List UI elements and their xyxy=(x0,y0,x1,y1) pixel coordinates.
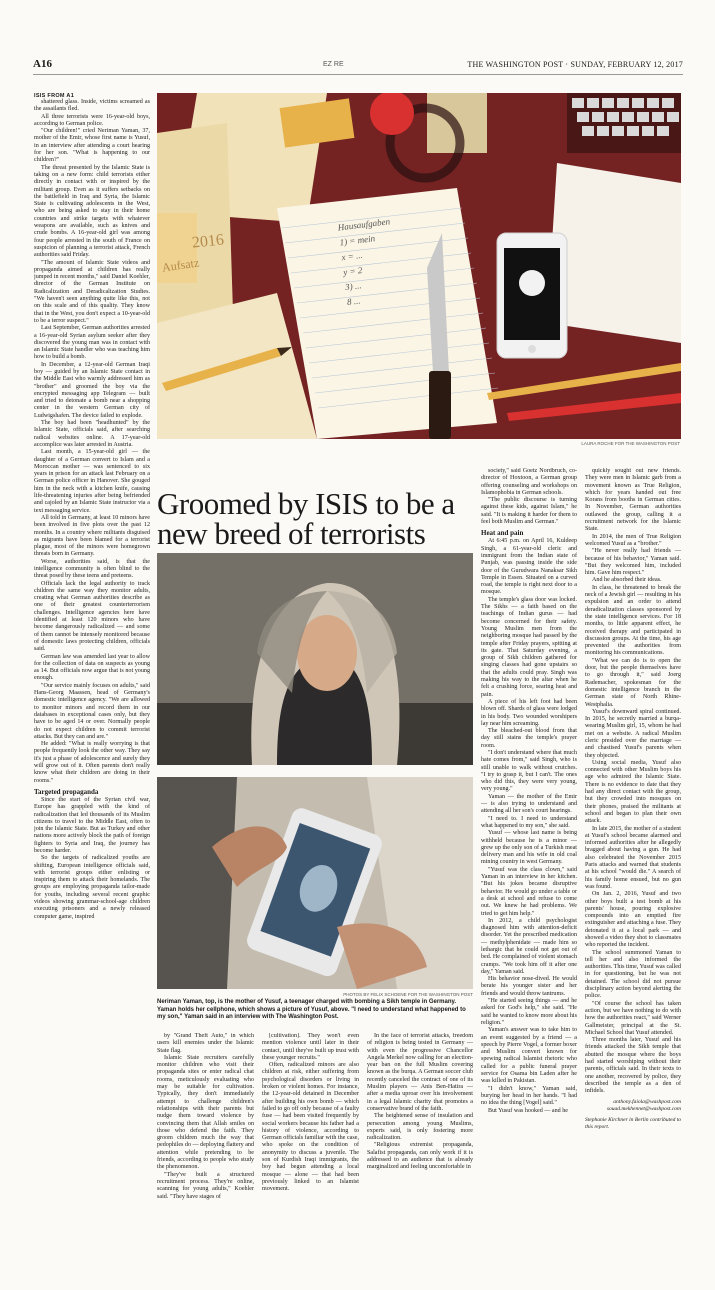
face xyxy=(297,615,357,691)
illustration-credit: LAURA ROCHE FOR THE WASHINGTON POST xyxy=(581,441,680,446)
paragraph: shattered glass. Inside, victims screamed as the assailants fled. xyxy=(34,99,150,113)
paragraph: "The amount of Islamic State videos and propaganda aimed at children has really jumped in recent months," said Daniel Koehler, director of the German Institute on Radicalization and Deradicalization Studies. "We haven't seen anything quite like this, not on this scale and of this quality. They know that in the West, you don't expect a 10-year-old to be a terror suspect." xyxy=(34,259,150,324)
paragraph: Yaman — the mother of the Emir — is also trying to understand and attending all her son's court hearings. xyxy=(481,793,577,815)
paragraph: A piece of his left foot had been blown off. Shards of glass were lodged in his body. Two wounded worshipers lay near him screaming. xyxy=(481,698,577,727)
paragraph: But Yusuf was hooked — and he xyxy=(488,1107,568,1114)
paragraph: At 6:45 p.m. on April 16, Kuldeep Singh, a 61-year-old cleric and immigrant from the Indian state of Punjab, was passing inside the side door of the Gurudwara Nanaksar Sikh Temple in Essen. Situated on a curved road, the temple is right next door to a mosque. xyxy=(481,538,577,596)
paragraph: Using social media, Yusuf also connected with other Muslim boys his age who admired the Islamic State. There is no evidence to date that they had any direct contact with the group, but they crowded into mosques on their phones, praised the militants at school and began to plan their own attack. xyxy=(585,759,681,825)
paragraph: He added: "What is really worrying is that people frequently look the other way. They say it's just a phase of adolescence and surely they will grow out of it. Often parents don't really know what their children are doing in their rooms." xyxy=(34,741,150,784)
paragraph: "I need to. I need to understand what happened to my son," she said. xyxy=(481,815,577,829)
paragraph: Last month, a 15-year-old girl — the daughter of a German convert to Islam and a Moroccan mother — was sentenced to six years in prison for an attack last February on a German police officer in Hanover. She gouged him in the neck with a kitchen knife, causing life-threatening injuries after being befriended and cajoled by an Islamic State instructor via a text messaging service. xyxy=(34,449,150,514)
notebook-line: 1) = mein xyxy=(339,233,376,248)
paragraph: All three terrorists were 16-year-old boys, according to German police. xyxy=(34,113,150,127)
paragraph: Yusuf — whose last name is being withheld because he is a minor — grew up the only son of a Turkish meat delivery man and his wife in old coal mining country in west Germany. xyxy=(481,830,577,866)
paragraph: "The public discourse is turning against these kids, against Islam," he said. "It is making it harder for them to feel both Muslim and German." xyxy=(481,497,577,526)
portrait-photo xyxy=(157,553,473,765)
note-year: 2016 xyxy=(191,231,225,252)
column-2 xyxy=(157,1033,254,1283)
jump-kicker: ISIS FROM A1 xyxy=(34,93,75,99)
notebook-line: 3) ... xyxy=(344,280,363,293)
paragraph: Often, radicalized minors are also children at risk, either suffering from psychological disorders or living in broken or violent homes. For instance, the 12-year-old detained in December after building his own bomb — which failed to go off only because of a faulty fuse — had been visited frequently by social workers because his father had a history of violence, according to German officials familiar with the case, who spoke on the condition of anonymity to discuss a juvenile. The son of Kurdish Iraqi immigrants, the boy had begun attending a local mosque — alone — that had been previously linked to an Islamist movement. xyxy=(262,1062,359,1193)
paragraph: "He never really had friends — because of his behavior," Yaman said. "But they welcomed him, included him. Gave him respect." xyxy=(585,548,681,577)
notebook-writing xyxy=(337,206,467,310)
page-header xyxy=(33,58,683,75)
column-3 xyxy=(262,1033,359,1283)
paragraph: Last September, German authorities arrested a 16-year-old Syrian asylum seeker after they discovered the young man was in contact with an Islamic State handler who was teaching him how to build a bomb. xyxy=(34,325,150,361)
paragraph: In class, he threatened to break the neck of a Jewish girl — resulting in his expulsion and an order to attend deradicalization classes sponsored by the state intelligence services. For 18 months, to little apparent effect, he received therapy and participated in discussion groups. At the time, his age prevented the authorities from monitoring his communications. xyxy=(585,584,681,657)
note-word: Aufsatz xyxy=(161,255,201,275)
paragraph: In 2012, a child psychologist diagnosed him with attention-deficit disorder. Yet the prescribed medication — methylphenidate — made him so lethargic that he could not get out of bed. He complained of violent stomach cramps. "We took him off it after one day," Yaman said. xyxy=(481,917,577,975)
paragraph: "I didn't know," Yaman said, burying her head in her hands. "I had no idea the thing [Vogel] said." xyxy=(481,1085,577,1107)
paragraph: The heightened sense of insulation and persecution among young Muslims, experts said, is only fostering more radicalization. xyxy=(367,1113,473,1142)
paragraph: And he absorbed their ideas. xyxy=(592,577,662,584)
paragraph: quickly sought out new friends. They were men in Islamic garb from a movement known as True Religion, which for years handed out free Korans from booths in German cities. In November, German authorities outlawed the group, calling it a recruitment network for the Islamic State. xyxy=(585,468,681,533)
paragraph: German law was amended last year to allow for the collection of data on suspects as young as 14. But officials now argue that is not young enough. xyxy=(34,653,150,682)
photo-credit: PHOTOS BY FELIX SCHOENE FOR THE WASHINGTON POST xyxy=(343,992,473,997)
paragraph: In the face of terrorist attacks, freedom of religion is being tested in Germany — with even the progressive Chancellor Angela Merkel now calling for an election-year ban on the full Muslim covering known as the burqa. A German soccer club recently canceled the contract of one of its Muslim players — Anis Ben-Hatira — after a media uproar over his involvement in a legal Islamic charity that promotes a conservative brand of the faith. xyxy=(367,1033,473,1112)
paragraph: by "Grand Theft Auto," in which users kill enemies under the Islamic State flag. xyxy=(157,1033,254,1054)
paragraph: "Our children!" cried Neriman Yaman, 37, mother of the Emir, whose first name is Yusuf, in an interview after attending a court hearing for her son. "What is happening to our children?" xyxy=(34,128,150,164)
paragraph: "Our service mainly focuses on adults," said Hans-Georg Maassen, head of Germany's domestic intelligence agency. "We are allowed to monitor minors and record them in our databases in exceptional cases only, but they have to be aged 14 or over. Normally people do not expect children to commit terrorist attacks. But they can and are." xyxy=(34,682,150,740)
column-4 xyxy=(481,468,577,1283)
knife-handle xyxy=(429,371,451,439)
paragraph: The bleached-out blood from that day still stains the temple's prayer room. xyxy=(481,728,577,749)
page-number: A16 xyxy=(33,58,52,70)
column-3b xyxy=(367,1033,473,1283)
paragraph: "Of course the school has taken action, but we have nothing to do with how the authorities react," said Werner Gallmeister, principal at the St. Michael School that Yusuf attended. xyxy=(585,1000,681,1036)
paragraph: The temple's glass door was locked. The Sikhs — a faith based on the teachings of Indian gurus — had become concerned for their safety. Young Muslim men from the neighboring mosque had passed by the temple after Friday prayers, spitting at its gate. That Saturday evening, a group of Sikh children gathered for singing classes had gone upstairs so that the adults could pray. Singh was making his way to the altar when he felt a crushing force, searing heat and pain. xyxy=(481,596,577,698)
paragraph: "What we can do is to open the door, but the people themselves have to go through it," said Joerg Rademacher, spokesman for the domestic intelligence branch in the German state of North Rhine-Westphalia. xyxy=(585,657,681,708)
paragraph: "I don't understand where that much hate comes from," said Singh, who is still unable to walk without crutches. "I try to grasp it, but I can't. The ones who did this, they were very young, very young." xyxy=(481,749,577,793)
phone-photo xyxy=(157,777,473,989)
paragraph: His behavior nose-dived. He would berate his younger sister and her friends and would throw tantrums. xyxy=(481,976,577,997)
paragraph: society," said Goetz Nordbruch, co-director of Hoxtoon, a German group offering counseling and workshops on Islamophobia in German schools. xyxy=(481,468,577,496)
notebook-line: x = ... xyxy=(340,249,364,263)
headline: Groomed by ISIS to be a new breed of terrorists xyxy=(157,486,455,551)
column-5 xyxy=(585,468,681,1283)
paragraph: "They've built a structured recruitment process. They're online, scanning for young adults," Koehler said. "They have stages of xyxy=(157,1171,254,1200)
column-1 xyxy=(34,93,150,1283)
subhead: Heat and pain xyxy=(481,529,524,538)
paragraph: In December, a 12-year-old German Iraqi boy — guided by an Islamic State contact in the Middle East who warmly addressed him as "brother" and groomed the boy via the encrypted messaging app Telegram — built and tried to detonate a bomb near a shopping center in the western German city of Ludwigshafen. The device failed to explode. xyxy=(34,361,150,419)
edition-mark: EZ RE xyxy=(323,61,344,68)
notebook-line: 8 ... xyxy=(346,295,361,307)
paragraph: Islamic State recruiters carefully monitor children who visit their propaganda sites or enter radical chat rooms, meticulously evaluating who may be suitable for cultivation. Typically, they don't immediately attempt to challenge children's relationships with their parents but nudge them toward violence by convincing them that Allah smiles on those who defend the faith. They groom children much the way that pedophiles do — deploying flattery and attention while pretending to be friends, according to people who study the phenomenon. xyxy=(157,1054,254,1171)
photo-caption: Neriman Yaman, top, is the mother of Yusuf, a teenager charged with bombing a Sikh temple in Germany. Yaman holds her cellphone, which shows a picture of Yusuf, above. "I need to understand what happened to my son," Yaman said in an interview with The Washington Post. xyxy=(157,999,466,1020)
illustration xyxy=(157,93,681,439)
paragraph: Since the start of the Syrian civil war, Europe has grappled with the kind of radicalization that led thousands of its Muslim citizens to travel to the Middle East, often to join the Islamic State. But as Turkey and other nations more actively block the path of foreign fighters to Syria and Iraq, the journey has become harder. xyxy=(34,796,150,854)
notebook-line: Hausaufgaben xyxy=(337,216,391,233)
paragraph: All told in Germany, at least 10 minors have been involved in five plots over the past 12 months. In a country where militants disguised as migrants have been blamed for a terrorist plague, most of the minors were homegrown threats born in Germany. xyxy=(34,514,150,558)
paragraph: Worse, authorities said, is that the intelligence community is often blind to the threat posed by these teens and preteens. xyxy=(34,558,150,580)
paragraph: Three months later, Yusuf and his friends attacked the Sikh temple that abutted the mosque where the boys had started worshiping without their parents, officials said. In their texts to one another, recovered by police, they described the temple as a den of infidels. xyxy=(585,1037,681,1095)
paragraph: In late 2015, the mother of a student at Yusuf's school became alarmed and informed authorities after he allegedly bragged about having a gun. He had also celebrated the November 2015 Paris attacks and warned that students at his school "would die." A search of his family home ensued, but no gun was found. xyxy=(585,825,681,890)
paragraph: "He started seeing things — and he asked for God's help," she said. "He said he wanted to know more about his religion." xyxy=(481,998,577,1026)
paragraph: "Yusuf was the class clown," said Yaman in an interview in her kitchen. "But his jokes became disruptive behavior. He would go under a table or a desk at school and refuse to come out. We knew he had problems. We tried to get him help." xyxy=(481,866,577,917)
paragraph: [cultivation]. They won't even mention violence until later in their contact, until they've built up trust with these younger recruits." xyxy=(262,1033,359,1061)
masthead-dateline: THE WASHINGTON POST · SUNDAY, FEBRUARY 12, 2017 xyxy=(467,60,683,69)
email-signature-1: anthony.faiola@washpost.com xyxy=(613,1098,681,1105)
paragraph: "Religious extremist propaganda, Salafist propaganda, can only work if it is addressed to an audience that is already marginalized and feeling uncomfortable in xyxy=(367,1142,473,1171)
paragraph: On Jan. 2, 2016, Yusuf and two other boys built a test bomb at his parents' house, pouring explosive compounds into an emptied fire extinguisher and attaching a fuse. They detonated it at a local park — and showed a video they shot to classmates who reported the incident. xyxy=(585,891,681,949)
paragraph: In 2014, the men of True Religion welcomed Yusuf as a "brother." xyxy=(585,533,681,547)
paragraph: So the targets of radicalized youths are shifting, European intelligence officials said, with terrorist groups either enlisting or inspiring them to attack their homelands. The groups are employing propaganda tailor-made for youths, including several recent graphic videos showing grammar-school-age children executing prisoners and a newly released computer game, inspired xyxy=(34,855,150,920)
notebook-line: y = 2 xyxy=(342,264,363,278)
contributor-note: Stephanie Kirchner in Berlin contributed to this report. xyxy=(585,1116,681,1130)
paragraph: Officials lack the legal authority to track children the same way they monitor adults, creating what German authorities describe as one of their greatest counterterrorism challenges. Intelligence agencies here have identified at least 120 minors who have become dangerously radicalized — and some of them cannot be intensely monitored because of domestic laws protecting children, officials said. xyxy=(34,580,150,653)
paragraph: Yusuf's downward spiral continued. In 2015, he secretly married a burqa-wearing Muslim girl, 15, whom he had met on a website. A radical Muslim cleric presided over the marriage — and chastised Yusuf's parents when they objected. xyxy=(585,708,681,759)
email-signature-2: souad.mekhennet@washpost.com xyxy=(606,1105,681,1112)
paragraph: The boy had been "headhunted" by the Islamic State, officials said, after searching radical websites online. A 17-year-old accomplice was later arrested in Austria. xyxy=(34,420,150,448)
paragraph: The school summoned Yaman to tell her and also informed the authorities. This time, Yusuf was called in for questioning, but he was not detained. The school did not pursue disciplinary action beyond alerting the police. xyxy=(585,949,681,1000)
paragraph: Yaman's answer was to take him to an event suggested by a friend — a speech by Pierre Vogel, a former boxer and Muslim convert known for spewing radical Islamist rhetoric who called for a public funeral prayer service for Osama bin Laden after he was killed in Pakistan. xyxy=(481,1027,577,1085)
paragraph: The threat presented by the Islamic State is taking on a new form: child terrorists either directly in contact with or inspired by the militant group. Even as it suffers setbacks on the battlefield in Iraq and Syria, the Islamic State is cultivating adolescents in the West, who are being asked to stay in their home countries and strike targets with whatever weapons are available, such as knives and crude bombs. A 16-year-old girl was among four people arrested in the south of France on suspicion of planning a terrorist attack, French authorities said Friday. xyxy=(34,164,150,259)
subhead: Targeted propaganda xyxy=(34,787,99,796)
